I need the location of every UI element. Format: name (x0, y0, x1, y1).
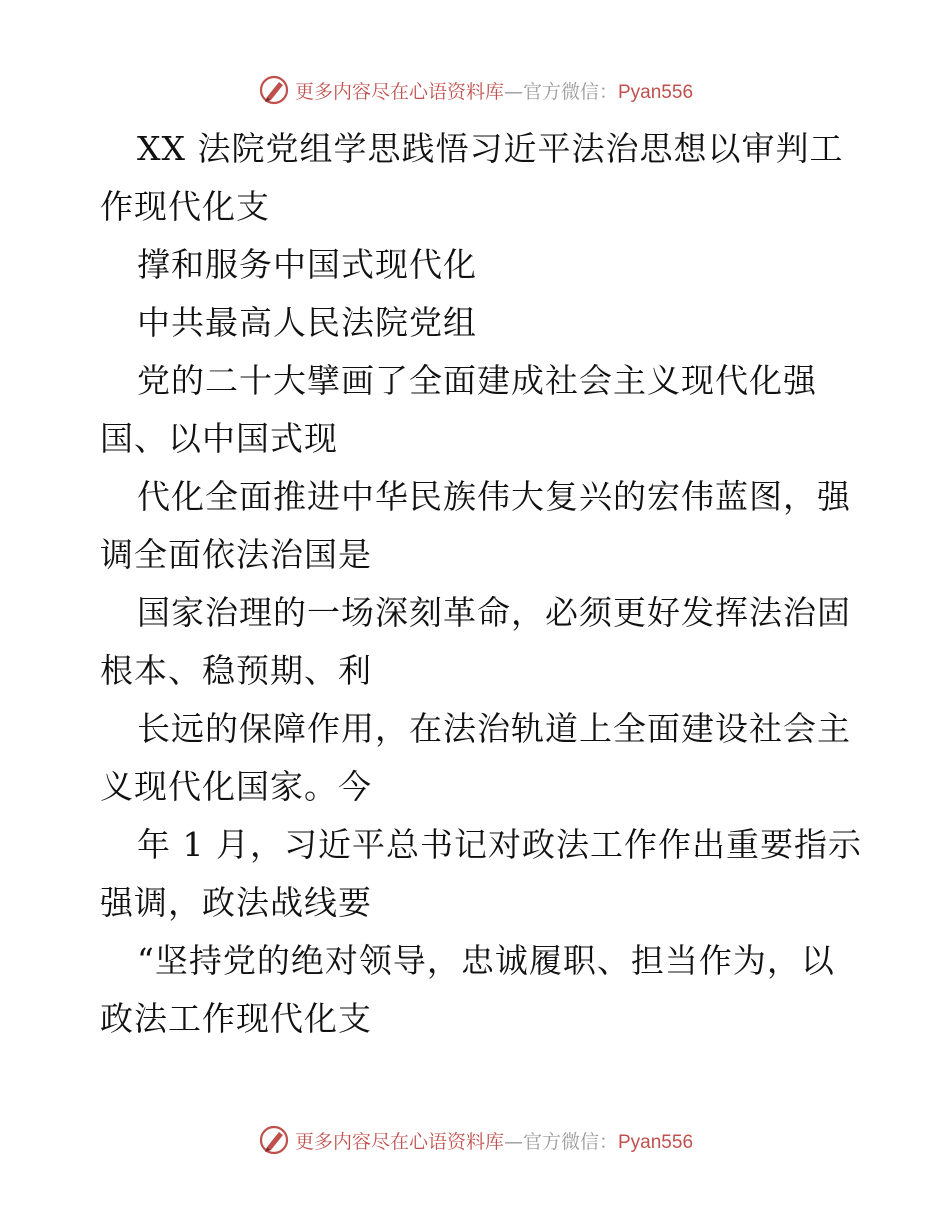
doc-line: 国家治理的一场深刻革命，必须更好发挥法治固 (137, 593, 851, 632)
watermark-text (295, 77, 693, 104)
doc-line: 中共最高人民法院党组 (137, 303, 477, 342)
doc-line: 年 1 月，习近平总书记对政法工作作出重要指示 (137, 825, 862, 864)
doc-line: 政法工作现代化支 (100, 999, 372, 1038)
pen-logo-icon (257, 73, 291, 107)
doc-line: 党的二十大擘画了全面建成社会主义现代化强 (137, 361, 817, 400)
doc-line: XX 法院党组学思践悟习近平法治思想以审判工 (137, 129, 844, 168)
doc-line: 代化全面推进中华民族伟大复兴的宏伟蓝图，强 (137, 477, 851, 516)
doc-line: 长远的保障作用，在法治轨道上全面建设社会主 (137, 709, 851, 748)
doc-line: 国、以中国式现 (100, 419, 338, 458)
watermark-wechat-id: Pyan556 (618, 81, 694, 103)
doc-line: 根本、稳预期、利 (100, 651, 372, 690)
watermark-dash: — (503, 80, 523, 103)
header-watermark (0, 70, 950, 110)
pen-logo-icon (257, 1123, 291, 1157)
watermark-wechat-label: 官方微信： (522, 1130, 618, 1153)
watermark-wechat-label: 官方微信： (522, 80, 618, 103)
watermark-site: 更多内容尽在心语资料库 (294, 80, 504, 103)
watermark-dash: — (503, 1130, 523, 1153)
doc-line: “坚持党的绝对领导，忠诚履职、担当作为，以 (137, 941, 835, 980)
document-body (100, 120, 860, 1048)
watermark-wechat-id: Pyan556 (618, 1131, 694, 1153)
footer-watermark (0, 1120, 950, 1160)
doc-line: 强调，政法战线要 (100, 883, 372, 922)
doc-line: 义现代化国家。今 (100, 767, 372, 806)
doc-line: 撑和服务中国式现代化 (137, 245, 477, 284)
doc-line: 作现代化支 (100, 187, 270, 226)
watermark-text (295, 1127, 693, 1154)
doc-line: 调全面依法治国是 (100, 535, 372, 574)
watermark-site: 更多内容尽在心语资料库 (294, 1130, 504, 1153)
